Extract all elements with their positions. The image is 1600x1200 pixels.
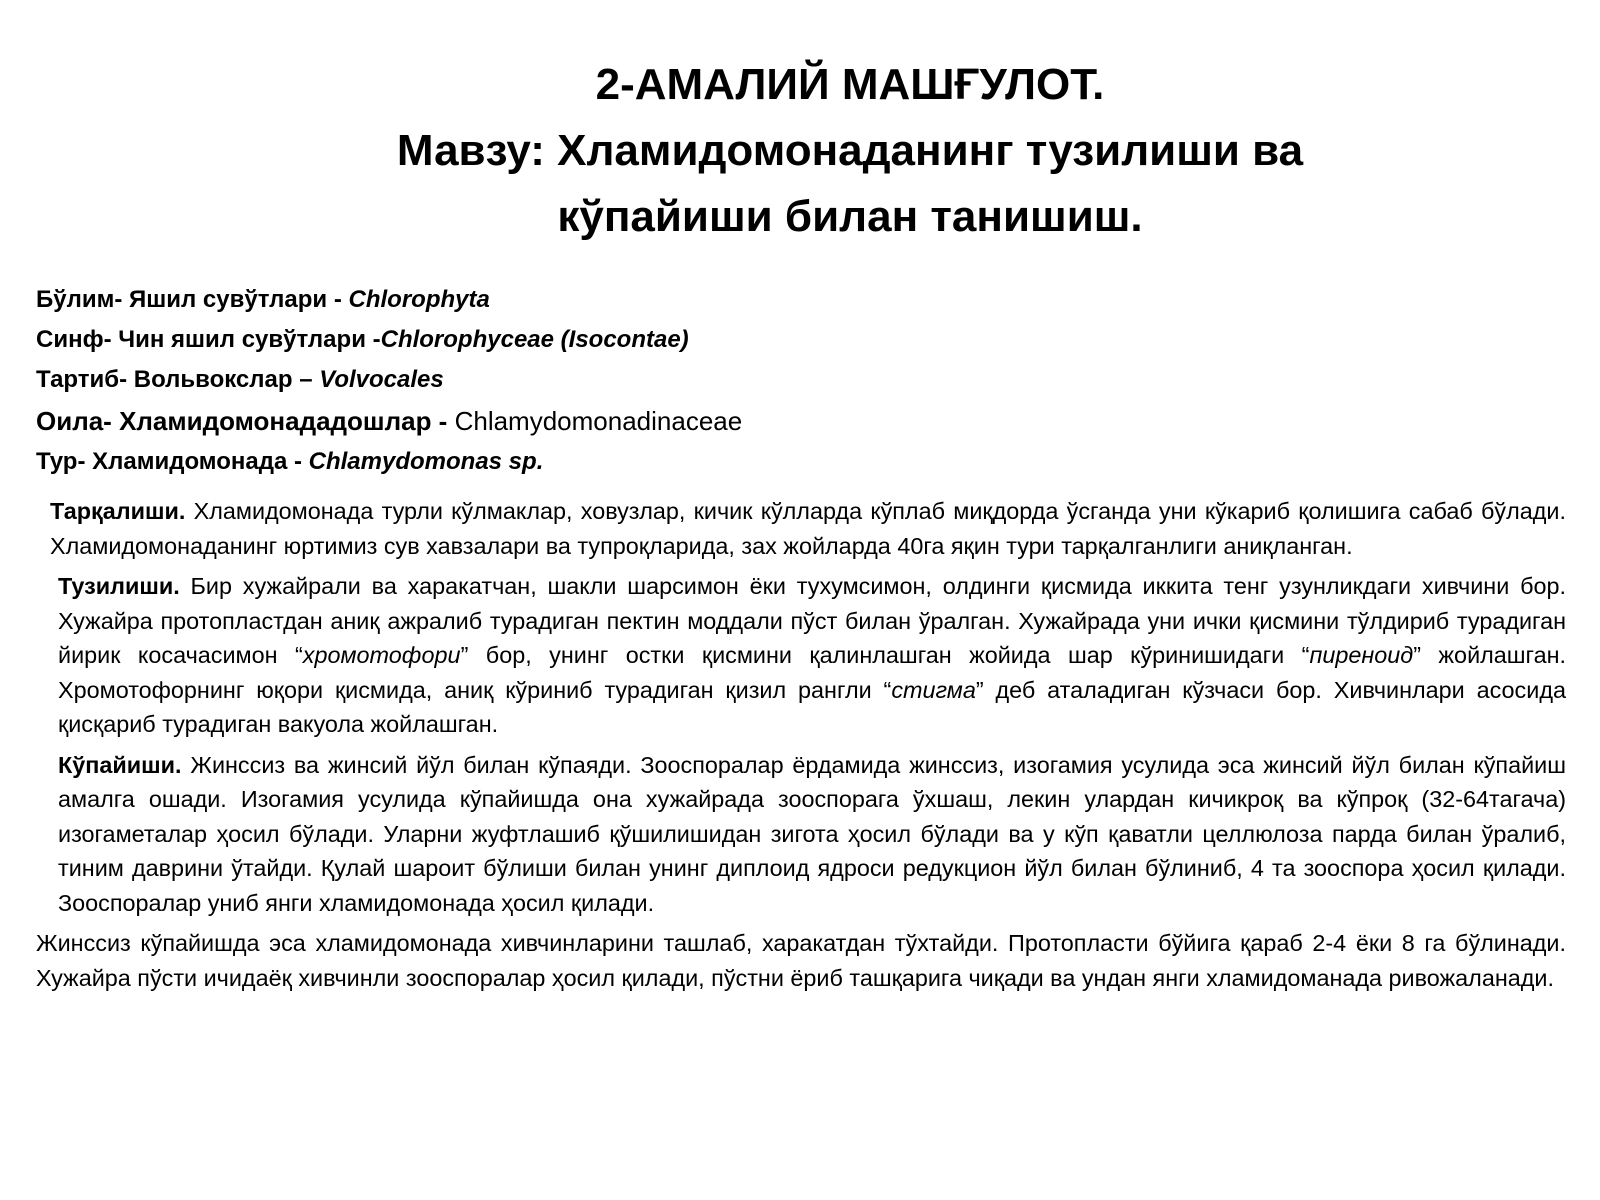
reproduction-text: Жинссиз ва жинсий йўл билан кўпаяди. Зооспоралар ёрдамида жинссиз, изогамия усулида эса жинсий йўл билан кўпайиш амалга ошади. Изогамия усулида кўпайишда она хужайрада зооспорага ўхшаш, лекин улардан кичикроқ ва кўпроқ (32-64тагача) изогаметалар ҳосил бўлади. Уларни жуфтлашиб қўшилишидан зигота ҳосил бўлади ва у кўп қаватли целлюлоза парда билан ўралиб, тиним даврини ўтайди. Қулай шароит бўлиши билан унинг диплоид ядроси редукцион йўл билан бўлиниб, 4 та зооспора ҳосил қилади. Зооспоралар униб янги хламидомонада ҳосил қилади. (58, 751, 1566, 916)
structure-text-1: Бир хужайрали ва харакатчан, шакли шарсимон ёки тухумсимон, олдинги қисмида иккита тенг узунликдаги хивчини бор. Хужайра протопластдан аниқ ажралиб турадиган пектин моддали пўст билан ўралган. Хужайрада уни ички қисмини тўлдириб турадиган йирик косачасимон “ (58, 573, 1566, 668)
paragraph-reproduction (36, 748, 1566, 921)
taxonomy-class (36, 320, 1566, 360)
taxonomy-list (36, 280, 1566, 482)
asexual-text: Жинссиз кўпайишда эса хламидомонада хивчинларини ташлаб, харакатдан тўхтайди. Протопласти бўйига қараб 2-4 ёки 8 га бўлинади. Хужайра пўсти ичидаёқ хивчинли зооспоралар ҳосил қилади, пўстни ёриб ташқарига чиқади ва ундан янги хламидоманада ривожаланади. (36, 930, 1566, 991)
page-title (300, 52, 1400, 250)
term-pyrenoid: пиреноид (1309, 642, 1414, 668)
order-label: Тартиб- Вольвокслар – (36, 366, 320, 393)
division-latin: Chlorophyta (348, 286, 490, 313)
distribution-text: Хламидомонада турли кўлмаклар, ховузлар, кичик кўлларда кўплаб миқдорда ўсганда уни кўкариб қолишига сабаб бўлади. Хламидомонаданинг юртимиз сув хавзалари ва тупроқларида, зах жойларда 40га яқин тури тарқалганлиги аниқланган. (50, 498, 1566, 559)
class-latin: Chlorophyceae (Isocontae) (380, 326, 689, 353)
structure-heading: Тузилиши. (58, 573, 180, 599)
taxonomy-family (36, 400, 1566, 442)
document-body (36, 494, 1566, 1001)
family-latin: Chlamydomonadinaceae (454, 406, 743, 436)
division-label: Бўлим- Яшил сувўтлари - (36, 286, 349, 313)
class-label: Синф- Чин яшил сувўтлари - (36, 326, 381, 353)
term-chromatophore: хромотофори (302, 642, 461, 668)
taxonomy-species (36, 442, 1566, 482)
species-latin: Chlamydomonas sp. (308, 448, 544, 475)
family-label: Оила- Хламидомонададошлар - (36, 406, 455, 436)
paragraph-asexual (36, 926, 1566, 995)
structure-text-2: ” бор, унинг остки қисмини қалинлашган жойида шар кўринишидаги “ (460, 642, 1310, 668)
title-line-2: Мавзу: Хламидомонаданинг тузилиши ва (396, 126, 1304, 175)
reproduction-heading: Кўпайиши. (58, 751, 182, 778)
title-line-3: кўпайиши билан танишиш. (557, 192, 1143, 241)
species-label: Тур- Хламидомонада - (36, 448, 309, 475)
title-line-1: 2-АМАЛИЙ МАШҒУЛОТ. (595, 60, 1105, 109)
taxonomy-division (36, 280, 1566, 320)
taxonomy-order (36, 360, 1566, 400)
term-stigma: стигма (891, 676, 976, 703)
structure-text-3: ” жойлашган. Хромотофорнинг юқори қисмида, аниқ кўриниб турадиган қизил рангли “ (58, 642, 1566, 703)
structure-text-4: ” деб аталадиган кўзчаси бор. Хивчинлари асосида қисқариб турадиган вакуола жойлашган. (58, 676, 1566, 737)
distribution-heading: Тарқалиши. (50, 498, 186, 524)
paragraph-distribution (36, 494, 1566, 563)
paragraph-structure (36, 569, 1566, 742)
order-latin: Volvocales (319, 366, 444, 393)
